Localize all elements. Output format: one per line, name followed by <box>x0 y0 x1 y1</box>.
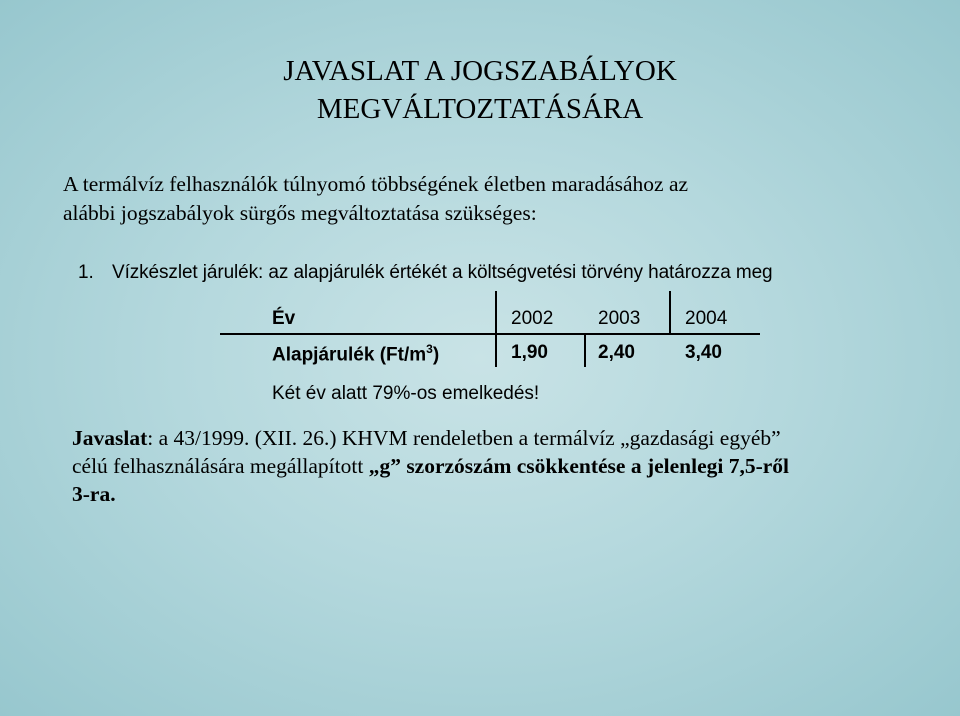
table-divider <box>584 335 586 367</box>
table-divider <box>495 291 497 335</box>
title-line-2: MEGVÁLTOZTATÁSÁRA <box>316 93 644 125</box>
increase-note: Két év alatt 79%-os emelkedés! <box>272 383 540 404</box>
list-item-text: Vízkészlet járulék: az alapjárulék értékét a költségvetési törvény határozza meg <box>112 262 773 283</box>
table-cell: 1,90 <box>511 342 548 363</box>
table-header-label: Év <box>272 308 296 329</box>
proposal-label: Javaslat <box>72 426 148 450</box>
table-row-label: Alapjárulék $(Ft/m^3)$ <box>272 342 440 366</box>
intro-paragraph <box>63 170 893 228</box>
table-cell: 3,40 <box>685 342 722 363</box>
intro-line-1: A termálvíz felhasználók túlnyomó többségének életben maradásához az <box>63 172 689 196</box>
table-header-year: 2004 <box>685 308 728 329</box>
table-divider <box>495 335 497 367</box>
proposal-paragraph <box>72 424 932 508</box>
table-header-year: 2002 <box>511 308 554 329</box>
proposal-line-1: Javaslat: a 43/1999. (XII. 26.) KHVM rendeletben a termálvíz „gazdasági egyéb” <box>72 426 781 450</box>
list-item-1 <box>78 262 773 284</box>
proposal-line-2: célú felhasználására megállapított „g” szorzószám csökkentése a jelenlegi 7,5-ről <box>72 454 790 478</box>
table-cell: 2,40 <box>598 342 635 363</box>
table-header-year: 2003 <box>598 308 641 329</box>
table-divider <box>669 291 671 335</box>
title-line-1: JAVASLAT A JOGSZABÁLYOK <box>283 55 677 87</box>
list-item-number: 1. <box>78 262 94 283</box>
proposal-line-3: 3-ra. <box>72 482 116 506</box>
table-header-rule <box>220 333 760 335</box>
intro-line-2: alábbi jogszabályok sürgős megváltoztatása szükséges: <box>63 201 537 225</box>
page-title <box>0 52 960 128</box>
